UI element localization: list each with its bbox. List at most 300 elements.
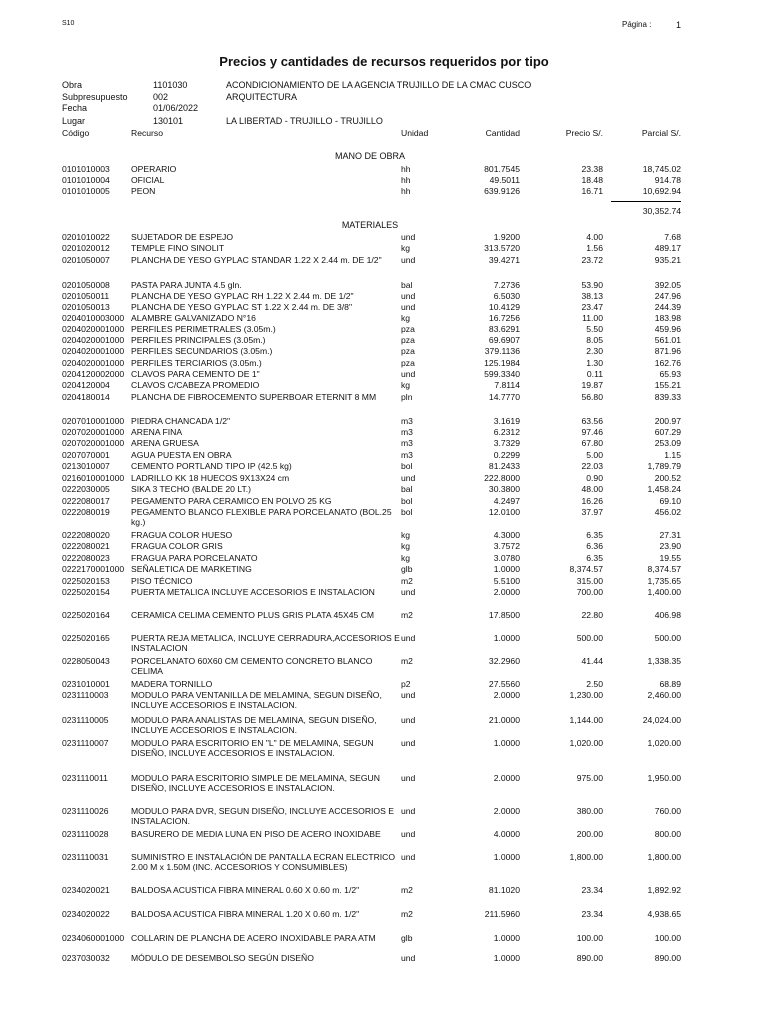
row-description: CLAVOS C/CABEZA PROMEDIO (131, 380, 260, 390)
row-price: 53.90 (581, 280, 603, 290)
row-code: 0231110028 (62, 829, 109, 839)
table-row (0, 953, 768, 965)
row-quantity: 2.0000 (493, 587, 520, 597)
row-unit: pza (401, 346, 415, 356)
row-quantity: 81.1020 (488, 885, 520, 895)
row-description: MODULO PARA ESCRITORIO EN "L" DE MELAMINA, SEGUN DISEÑO, INCLUYE ACCESORIOS E INSTALACION. (131, 738, 374, 758)
row-price: 0.11 (586, 369, 603, 379)
row-description: PEON (131, 186, 156, 196)
table-row (0, 461, 768, 473)
row-code: 0234020021 (62, 885, 110, 895)
row-code: 0225020165 (62, 633, 110, 643)
row-quantity: 599.3340 (484, 369, 520, 379)
row-code: 0201050013 (62, 302, 110, 312)
row-quantity: 1.0000 (493, 633, 520, 643)
row-unit: und (401, 953, 416, 963)
row-description: PEGAMENTO PARA CERAMICO EN POLVO 25 KG (131, 496, 332, 506)
row-price: 5.00 (586, 450, 603, 460)
row-quantity: 2.0000 (493, 690, 520, 700)
row-quantity: 2.0000 (493, 773, 520, 783)
row-code: 0222080020 (62, 530, 110, 540)
section-title-mano-de-obra: MANO DE OBRA (334, 151, 405, 161)
row-code: 0201050011 (62, 291, 110, 301)
row-code: 0204020001000 (62, 324, 125, 334)
row-code: 0101010005 (62, 186, 110, 196)
table-row (0, 541, 768, 553)
row-description: SEÑALETICA DE MARKETING (131, 564, 252, 574)
row-unit: und (401, 806, 416, 816)
row-description: PEGAMENTO BLANCO FLEXIBLE PARA PORCELANATO (BOL.25 kg.) (131, 507, 392, 527)
row-quantity: 3.0780 (493, 553, 520, 563)
row-price: 1,800.00 (569, 852, 603, 862)
row-description: MODULO PARA VENTANILLA DE MELAMINA, SEGUN DISEÑO, INCLUYE ACCESORIOS E INSTALACION. (131, 690, 382, 710)
row-code: 0231010001 (62, 679, 110, 689)
row-description: FRAGUA COLOR HUESO (131, 530, 233, 540)
row-unit: m3 (401, 416, 413, 426)
row-unit: m2 (401, 885, 413, 895)
row-unit: und (401, 829, 416, 839)
row-unit: pza (401, 335, 415, 345)
row-code: 0213010007 (62, 461, 110, 471)
row-unit: bal (401, 280, 413, 290)
row-description: FRAGUA COLOR GRIS (131, 541, 223, 551)
row-price: 19.87 (581, 380, 603, 390)
row-unit: m2 (401, 909, 413, 919)
row-unit: und (401, 690, 416, 700)
row-price: 315.00 (576, 576, 603, 586)
row-description: COLLARIN DE PLANCHA DE ACERO INOXIDABLE PARA ATM (131, 933, 376, 943)
row-code: 0201050008 (62, 280, 110, 290)
row-code: 0204020001000 (62, 346, 125, 356)
row-description: AGUA PUESTA EN OBRA (131, 450, 232, 460)
row-partial: 489.17 (654, 243, 681, 253)
row-price: 700.00 (576, 587, 603, 597)
row-price: 0.90 (586, 473, 603, 483)
row-partial: 1,789.79 (647, 461, 681, 471)
row-partial: 500.00 (654, 633, 681, 643)
row-price: 23.72 (581, 255, 603, 265)
row-description: PASTA PARA JUNTA 4.5 gln. (131, 280, 242, 290)
table-row (0, 380, 768, 392)
row-code: 0204120004 (62, 380, 110, 390)
row-unit: m3 (401, 427, 413, 437)
row-quantity: 4.2497 (493, 496, 520, 506)
row-partial: 1,892.92 (647, 885, 681, 895)
row-partial: 800.00 (654, 829, 681, 839)
row-partial: 1.15 (664, 450, 681, 460)
row-description: CEMENTO PORTLAND TIPO IP (42.5 kg) (131, 461, 292, 471)
table-row (0, 633, 768, 653)
row-quantity: 1.0000 (493, 738, 520, 748)
table-row (0, 507, 768, 527)
row-price: 56.80 (581, 392, 603, 402)
row-quantity: 313.5720 (484, 243, 520, 253)
row-partial: 244.39 (654, 302, 681, 312)
row-code: 0231110031 (62, 852, 109, 862)
row-quantity: 4.0000 (493, 829, 520, 839)
section-title-materiales: MATERIALES (341, 220, 399, 230)
row-quantity: 1.0000 (493, 933, 520, 943)
row-price: 6.36 (586, 541, 603, 551)
row-price: 41.44 (581, 656, 603, 666)
column-header-recurso: Recurso (131, 128, 163, 138)
row-partial: 27.31 (659, 530, 681, 540)
row-price: 38.13 (581, 291, 603, 301)
row-code: 0204010003000 (62, 313, 125, 323)
row-partial: 1,950.00 (647, 773, 681, 783)
row-description: ALAMBRE GALVANIZADO N°16 (131, 313, 256, 323)
row-code: 0222030005 (62, 484, 110, 494)
row-partial: 69.10 (659, 496, 681, 506)
row-unit: hh (401, 175, 411, 185)
row-description: PUERTA REJA METALICA, INCLUYE CERRADURA,ACCESORIOS E INSTALACION (131, 633, 400, 653)
row-price: 1.30 (586, 358, 603, 368)
row-description: BASURERO DE MEDIA LUNA EN PISO DE ACERO INOXIDABE (131, 829, 381, 839)
row-unit: und (401, 738, 416, 748)
row-description: MÓDULO DE DESEMBOLSO SEGÚN DISEÑO (131, 953, 314, 963)
row-description: PLANCHA DE YESO GYPLAC STANDAR 1.22 X 2.44 m. DE 1/2" (131, 255, 382, 265)
row-code: 0204020001000 (62, 335, 125, 345)
row-partial: 183.98 (654, 313, 681, 323)
row-quantity: 6.2312 (493, 427, 520, 437)
column-header-cantidad: Cantidad (485, 128, 520, 138)
row-partial: 2,460.00 (647, 690, 681, 700)
row-partial: 23.90 (659, 541, 681, 551)
row-description: SIKA 3 TECHO (BALDE 20 LT.) (131, 484, 252, 494)
row-price: 2.30 (586, 346, 603, 356)
row-quantity: 69.6907 (488, 335, 520, 345)
table-row (0, 715, 768, 735)
row-unit: p2 (401, 679, 411, 689)
row-partial: 607.29 (654, 427, 681, 437)
row-code: 0216010001000 (62, 473, 125, 483)
row-partial: 1,800.00 (647, 852, 681, 862)
row-partial: 1,458.24 (647, 484, 681, 494)
pagina-label: Página : (622, 20, 652, 29)
row-unit: m2 (401, 610, 413, 620)
row-partial: 68.89 (659, 679, 681, 689)
row-partial: 456.02 (654, 507, 681, 517)
row-partial: 561.01 (654, 335, 681, 345)
row-quantity: 3.1619 (493, 416, 520, 426)
row-unit: glb (401, 933, 413, 943)
row-price: 890.00 (576, 953, 603, 963)
row-price: 1,144.00 (569, 715, 603, 725)
row-code: 0225020154 (62, 587, 110, 597)
row-quantity: 49.5011 (489, 175, 520, 185)
row-price: 23.34 (581, 909, 603, 919)
row-quantity: 0.2299 (493, 450, 520, 460)
table-row (0, 738, 768, 758)
table-row (0, 656, 768, 676)
row-description: PLANCHA DE YESO GYPLAC RH 1.22 X 2.44 m. DE 1/2" (131, 291, 354, 301)
row-description: PERFILES TERCIARIOS (3.05m.) (131, 358, 262, 368)
subtotal-rule (611, 201, 681, 202)
obra-name: ACONDICIONAMIENTO DE LA AGENCIA TRUJILLO DE LA CMAC CUSCO (226, 80, 532, 90)
row-quantity: 125.1984 (484, 358, 520, 368)
row-unit: bol (401, 507, 413, 517)
row-description: PIEDRA CHANCADA 1/2" (131, 416, 231, 426)
row-quantity: 16.7256 (488, 313, 520, 323)
row-code: 0222080017 (62, 496, 110, 506)
row-code: 0231110026 (62, 806, 109, 816)
row-quantity: 211.5960 (484, 909, 520, 919)
row-price: 22.03 (581, 461, 603, 471)
row-price: 22.80 (581, 610, 603, 620)
row-price: 2.50 (586, 679, 603, 689)
column-header-codigo: Código (62, 128, 90, 138)
table-row (0, 255, 768, 267)
row-price: 67.80 (581, 438, 603, 448)
row-quantity: 30.3800 (488, 484, 520, 494)
row-price: 16.71 (581, 186, 603, 196)
table-row (0, 346, 768, 358)
row-quantity: 21.0000 (488, 715, 520, 725)
row-partial: 247.96 (654, 291, 681, 301)
row-description: PORCELANATO 60X60 CM CEMENTO CONCRETO BLANCO CELIMA (131, 656, 373, 676)
row-code: 0204180014 (62, 392, 110, 402)
row-partial: 162.76 (654, 358, 681, 368)
table-row (0, 484, 768, 496)
row-code: 0234060001000 (62, 933, 125, 943)
row-price: 500.00 (576, 633, 603, 643)
row-price: 23.47 (581, 302, 603, 312)
row-description: PLANCHA DE YESO GYPLAC ST 1.22 X 2.44 m. DE 3/8" (131, 302, 353, 312)
row-price: 63.56 (581, 416, 603, 426)
row-price: 100.00 (576, 933, 603, 943)
row-price: 1.56 (586, 243, 603, 253)
table-row (0, 587, 768, 599)
row-description: PLANCHA DE FIBROCEMENTO SUPERBOAR ETERNIT 8 MM (131, 392, 377, 402)
row-description: BALDOSA ACUSTICA FIBRA MINERAL 0.60 X 0.60 m. 1/2" (131, 885, 360, 895)
row-partial: 200.97 (654, 416, 681, 426)
row-description: PERFILES PERIMETRALES (3.05m.) (131, 324, 276, 334)
row-code: 0222170001000 (62, 564, 125, 574)
lugar-code: 130101 (153, 116, 184, 126)
row-quantity: 1.0000 (493, 852, 520, 862)
row-quantity: 10.4129 (488, 302, 520, 312)
row-quantity: 801.7545 (484, 164, 520, 174)
row-price: 11.00 (582, 313, 603, 323)
row-unit: kg (401, 243, 411, 253)
obra-code: 1101030 (153, 80, 188, 90)
row-quantity: 1.0000 (493, 564, 520, 574)
table-row (0, 564, 768, 576)
table-row (0, 438, 768, 450)
row-partial: 1,020.00 (647, 738, 681, 748)
row-unit: kg (401, 380, 411, 390)
row-code: 0234020022 (62, 909, 110, 919)
row-price: 6.35 (586, 530, 603, 540)
row-unit: und (401, 232, 416, 242)
row-unit: m3 (401, 438, 413, 448)
row-description: PERFILES PRINCIPALES (3.05m.) (131, 335, 266, 345)
row-partial: 392.05 (654, 280, 681, 290)
row-description: BALDOSA ACUSTICA FIBRA MINERAL 1.20 X 0.60 m. 1/2" (131, 909, 360, 919)
row-partial: 100.00 (654, 933, 681, 943)
table-row (0, 610, 768, 622)
row-quantity: 81.2433 (488, 461, 520, 471)
table-row (0, 773, 768, 793)
row-quantity: 6.5030 (493, 291, 520, 301)
row-price: 200.00 (576, 829, 603, 839)
row-price: 37.97 (581, 507, 603, 517)
row-quantity: 4.3000 (493, 530, 520, 540)
row-quantity: 7.8114 (494, 380, 520, 390)
row-quantity: 39.4271 (488, 255, 520, 265)
row-quantity: 5.5100 (493, 576, 520, 586)
row-price: 975.00 (576, 773, 603, 783)
row-description: CLAVOS PARA CEMENTO DE 1" (131, 369, 260, 379)
row-price: 1,020.00 (569, 738, 603, 748)
row-description: PISO TÉCNICO (131, 576, 193, 586)
row-code: 0201010022 (62, 232, 110, 242)
row-unit: bol (401, 461, 413, 471)
row-quantity: 3.7572 (493, 541, 520, 551)
row-description: LADRILLO KK 18 HUECOS 9X13X24 cm (131, 473, 290, 483)
subpresupuesto-label: Subpresupuesto (62, 92, 128, 102)
row-partial: 1,400.00 (647, 587, 681, 597)
row-description: MODULO PARA ANALISTAS DE MELAMINA, SEGUN DISEÑO, INCLUYE ACCESORIOS E INSTALACION. (131, 715, 377, 735)
row-unit: kg (401, 313, 411, 323)
row-partial: 4,938.65 (647, 909, 681, 919)
row-price: 48.00 (581, 484, 603, 494)
row-unit: und (401, 715, 416, 725)
row-quantity: 14.7770 (488, 392, 520, 402)
row-unit: m3 (401, 450, 413, 460)
row-code: 0225020153 (62, 576, 110, 586)
row-price: 6.35 (586, 553, 603, 563)
row-quantity: 2.0000 (493, 806, 520, 816)
row-code: 0222080021 (62, 541, 110, 551)
row-code: 0231110011 (62, 773, 108, 783)
row-partial: 10,692.94 (642, 186, 681, 196)
row-code: 0101010004 (62, 175, 110, 185)
row-code: 0204120002000 (62, 369, 125, 379)
row-price: 16.26 (581, 496, 603, 506)
row-partial: 155.21 (654, 380, 681, 390)
row-unit: m2 (401, 656, 413, 666)
mano-de-obra-subtotal: 30,352.74 (642, 206, 681, 216)
row-partial: 1,338.35 (647, 656, 681, 666)
row-code: 0225020164 (62, 610, 110, 620)
row-quantity: 83.6291 (488, 324, 520, 334)
row-description: ARENA GRUESA (131, 438, 199, 448)
row-unit: hh (401, 186, 411, 196)
row-partial: 19.55 (659, 553, 681, 563)
row-description: TEMPLE FINO SINOLIT (131, 243, 225, 253)
row-quantity: 17.8500 (488, 610, 520, 620)
row-price: 23.34 (581, 885, 603, 895)
row-partial: 760.00 (654, 806, 681, 816)
row-partial: 914.78 (654, 175, 681, 185)
row-unit: glb (401, 564, 413, 574)
row-description: FRAGUA PARA PORCELANATO (131, 553, 258, 563)
row-partial: 871.96 (654, 346, 681, 356)
row-description: ARENA FINA (131, 427, 183, 437)
row-unit: m2 (401, 576, 413, 586)
row-price: 5.50 (586, 324, 603, 334)
row-description: MADERA TORNILLO (131, 679, 213, 689)
table-row (0, 806, 768, 826)
row-partial: 8,374.57 (647, 564, 681, 574)
row-partial: 18,745.02 (642, 164, 681, 174)
row-code: 0231110005 (62, 715, 109, 725)
row-code: 0207010001000 (62, 416, 125, 426)
row-quantity: 12.0100 (488, 507, 520, 517)
row-code: 0237030032 (62, 953, 110, 963)
row-quantity: 379.1136 (484, 346, 520, 356)
row-code: 0231110007 (62, 738, 109, 748)
row-quantity: 1.9200 (493, 232, 520, 242)
row-description: OPERARIO (131, 164, 177, 174)
row-unit: pln (401, 392, 413, 402)
pagina-number: 1 (676, 20, 682, 30)
row-description: OFICIAL (131, 175, 165, 185)
table-row (0, 933, 768, 945)
fecha-value: 01/06/2022 (153, 103, 199, 113)
row-description: SUMINISTRO E INSTALACIÓN DE PANTALLA ECRAN ELECTRICO 2.00 M x 1.50M (INC. ACCESORIOS Y CONSUMIBLES) (131, 852, 396, 872)
row-unit: und (401, 473, 416, 483)
row-unit: und (401, 852, 416, 862)
table-row (0, 852, 768, 872)
row-unit: und (401, 302, 416, 312)
row-code: 0207020001000 (62, 438, 125, 448)
row-unit: und (401, 773, 416, 783)
row-unit: pza (401, 324, 415, 334)
row-code: 0207070001 (62, 450, 110, 460)
row-unit: und (401, 633, 416, 643)
fecha-label: Fecha (62, 103, 88, 113)
row-unit: kg (401, 541, 411, 551)
row-unit: und (401, 369, 416, 379)
subpresupuesto-code: 002 (153, 92, 169, 102)
row-price: 8,374.57 (569, 564, 603, 574)
table-row (0, 243, 768, 255)
row-quantity: 7.2736 (493, 280, 520, 290)
obra-label: Obra (62, 80, 83, 90)
row-price: 4.00 (586, 232, 603, 242)
row-description: MODULO PARA ESCRITORIO SIMPLE DE MELAMINA, SEGUN DISEÑO, INCLUYE ACCESORIOS E INSTALACION. (131, 773, 380, 793)
row-price: 380.00 (576, 806, 603, 816)
row-code: 0222080019 (62, 507, 110, 517)
column-header-unidad: Unidad (401, 128, 429, 138)
row-code: 0204020001000 (62, 358, 125, 368)
row-unit: kg (401, 553, 411, 563)
column-header-precio: Precio S/. (565, 128, 603, 138)
row-unit: und (401, 255, 416, 265)
row-code: 0101010003 (62, 164, 110, 174)
row-partial: 7.68 (664, 232, 681, 242)
row-code: 0228050043 (62, 656, 110, 666)
row-quantity: 1.0000 (493, 953, 520, 963)
table-row (0, 186, 768, 198)
table-row (0, 909, 768, 921)
row-quantity: 27.5560 (488, 679, 520, 689)
row-unit: und (401, 291, 416, 301)
row-partial: 65.93 (659, 369, 681, 379)
row-price: 8.05 (586, 335, 603, 345)
table-row (0, 829, 768, 841)
row-unit: bol (401, 496, 413, 506)
lugar-name: LA LIBERTAD - TRUJILLO - TRUJILLO (226, 116, 383, 126)
row-description: CERAMICA CELIMA CEMENTO PLUS GRIS PLATA 45X45 CM (131, 610, 375, 620)
row-quantity: 3.7329 (493, 438, 520, 448)
row-quantity: 222.8000 (484, 473, 520, 483)
row-description: PERFILES SECUNDARIOS (3.05m.) (131, 346, 273, 356)
subpresupuesto-name: ARQUITECTURA (226, 92, 298, 102)
row-unit: pza (401, 358, 415, 368)
